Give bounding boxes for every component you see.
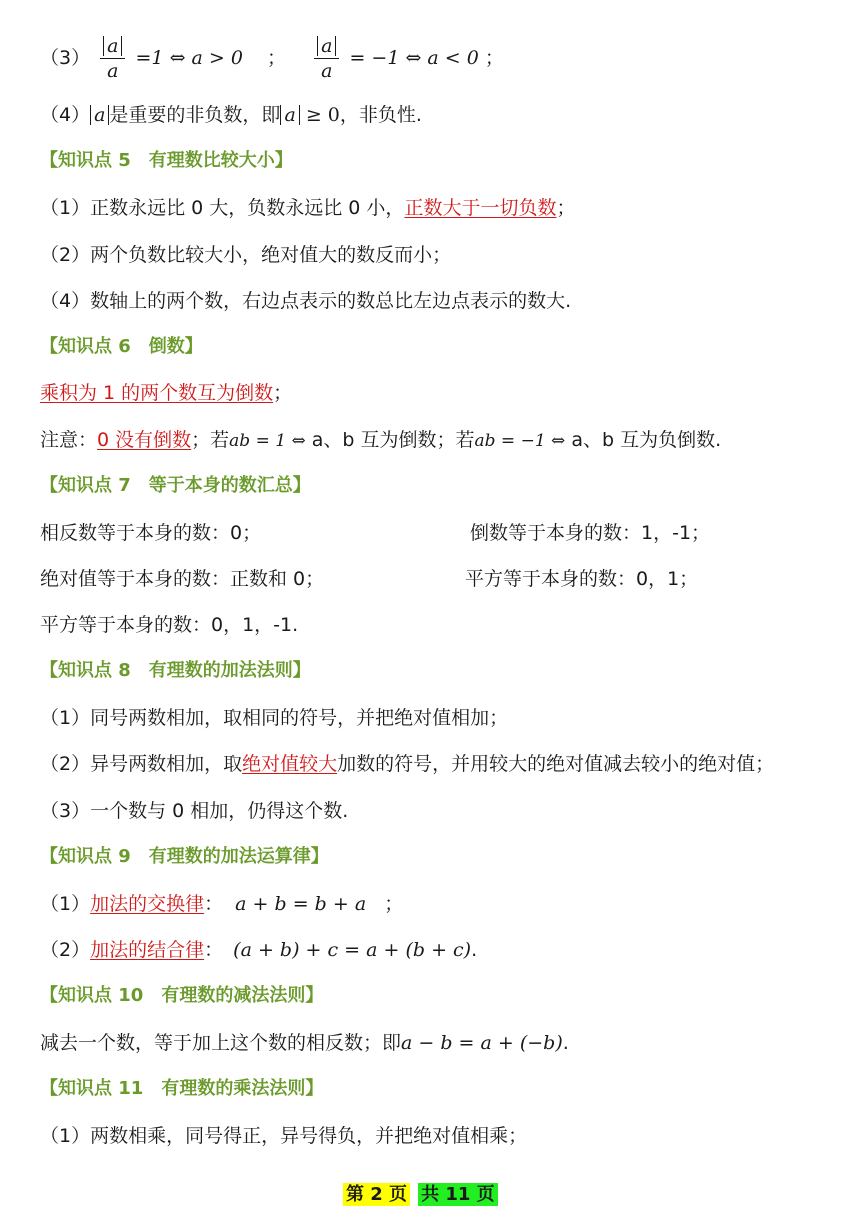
k8-line-3: （3）一个数与 0 相加，仍得这个数. [40, 800, 349, 822]
k8-line-2-post: 加数的符号，并用较大的绝对值减去较小的绝对值； [337, 753, 775, 775]
rule-4-line [40, 101, 422, 129]
section-heading-5 [40, 147, 293, 175]
section-heading-7 [40, 472, 311, 500]
rule-3-prefix: （3） [40, 47, 91, 69]
k7-row-3-left: 平方等于本身的数：0，1，-1. [40, 614, 299, 636]
heading-title: 有理数的加法法则】 [148, 660, 311, 681]
heading-title: 等于本身的数汇总】 [148, 475, 311, 496]
k8-line-2 [40, 750, 774, 778]
k9-line-2-prefix: （2） [40, 939, 91, 961]
rule-3-line [40, 30, 504, 86]
rule-3-equation-1: =1 ⇔ a > 0 [135, 47, 243, 69]
k6-line-2 [40, 426, 721, 455]
total-pages: 共 11 页 [418, 1183, 498, 1206]
k5-line-2: （2）两个负数比较大小，绝对值大的数反而小； [40, 244, 452, 266]
k6-note-label: 注意： [40, 429, 98, 451]
page-footer [343, 1182, 498, 1208]
k6-math-1: ab = 1 ⇔ [229, 431, 306, 451]
k10-line-1-end: . [562, 1032, 569, 1054]
section-heading-6 [40, 333, 203, 361]
fraction-abs-a-over-a-2 [314, 34, 339, 83]
k9-line-2-colon: ： [204, 939, 224, 961]
k7-row-1-left: 相反数等于本身的数：0； [40, 522, 262, 544]
heading-label: 【知识点 6 [40, 336, 131, 357]
fraction-denominator: a [107, 60, 119, 82]
k8-emphasis: 绝对值较大 [242, 753, 338, 775]
fraction-numerator: a [103, 36, 122, 56]
k9-line-1-prefix: （1） [40, 893, 91, 915]
page-number: 第 2 页 [343, 1183, 410, 1206]
k5-emphasis: 正数大于一切负数 [404, 197, 557, 219]
k9-commutative-law: 加法的交换律 [90, 893, 205, 915]
k11-line-1: （1）两数相乘，同号得正，异号得负，并把绝对值相乘； [40, 1125, 528, 1147]
k5-line-1-text: （1）正数永远比 0 大，负数永远比 0 小， [40, 197, 405, 219]
rule-4-math: ≥ 0 [305, 104, 340, 126]
k7-row-2-left: 绝对值等于本身的数：正数和 0； [40, 568, 325, 590]
heading-label: 【知识点 5 [40, 150, 131, 171]
k6-note-text-2: a、b 互为倒数；若 [305, 429, 475, 451]
fraction-numerator: a [317, 36, 336, 56]
heading-title: 倒数】 [148, 336, 203, 357]
k5-line-1-end: ； [556, 197, 576, 219]
k9-line-1-colon: ： [204, 893, 224, 915]
k6-note-text-1: ；若 [191, 429, 230, 451]
rule-3-end: ； [484, 47, 504, 69]
k9-line-1 [40, 890, 403, 918]
abs-a-2: a [280, 105, 299, 125]
k6-math-2: ab = −1 ⇔ [474, 431, 566, 451]
rule-4-text-1: 是重要的非负数，即 [109, 104, 281, 126]
k5-line-1 [40, 194, 575, 222]
heading-title: 有理数比较大小】 [148, 150, 293, 171]
heading-label: 【知识点 7 [40, 475, 131, 496]
k6-emphasis: 乘积为 1 的两个数互为倒数 [40, 382, 274, 404]
rule-4-text-2: ，非负性. [339, 104, 422, 126]
heading-label: 【知识点 9 [40, 846, 131, 867]
k10-line-1-text: 减去一个数，等于加上这个数的相反数；即 [40, 1032, 402, 1054]
k9-associative-law: 加法的结合律 [90, 939, 205, 961]
k6-line-1 [40, 379, 292, 407]
rule-3-equation-2: = −1 ⇔ a < 0 [349, 47, 479, 69]
k6-note-emphasis: 0 没有倒数 [97, 429, 192, 451]
section-heading-10 [40, 982, 323, 1010]
fraction-denominator: a [321, 60, 333, 82]
k7-row-2-right: 平方等于本身的数：0，1； [465, 568, 699, 590]
k8-line-1: （1）同号两数相加，取相同的符号，并把绝对值相加； [40, 707, 509, 729]
heading-label: 【知识点 11 [40, 1078, 144, 1099]
k5-line-3: （4）数轴上的两个数，右边点表示的数总比左边点表示的数大. [40, 290, 572, 312]
heading-title: 有理数的乘法法则】 [161, 1078, 324, 1099]
heading-label: 【知识点 10 [40, 985, 144, 1006]
section-heading-8 [40, 657, 311, 685]
section-heading-9 [40, 843, 329, 871]
k9-line-1-end: ； [384, 893, 404, 915]
k7-row-1-right: 倒数等于本身的数：1，-1； [470, 522, 711, 544]
abs-a: a [90, 105, 109, 125]
k9-line-2-end: . [471, 939, 478, 961]
k10-formula: a − b = a + (−b) [401, 1032, 563, 1054]
rule-3-separator: ； [267, 47, 287, 69]
rule-4-prefix: （4） [40, 104, 91, 126]
k10-line-1 [40, 1029, 569, 1057]
k6-line-1-end: ； [273, 382, 293, 404]
k6-note-text-3: a、b 互为负倒数. [565, 429, 722, 451]
heading-label: 【知识点 8 [40, 660, 131, 681]
k9-line-2 [40, 936, 477, 964]
k9-associative-formula: (a + b) + c = a + (b + c) [233, 939, 472, 961]
heading-title: 有理数的减法法则】 [161, 985, 324, 1006]
fraction-abs-a-over-a [100, 34, 125, 83]
section-heading-11 [40, 1075, 323, 1103]
k8-line-2-pre: （2）异号两数相加，取 [40, 753, 243, 775]
k9-commutative-formula: a + b = b + a [235, 893, 367, 915]
heading-title: 有理数的加法运算律】 [148, 846, 329, 867]
